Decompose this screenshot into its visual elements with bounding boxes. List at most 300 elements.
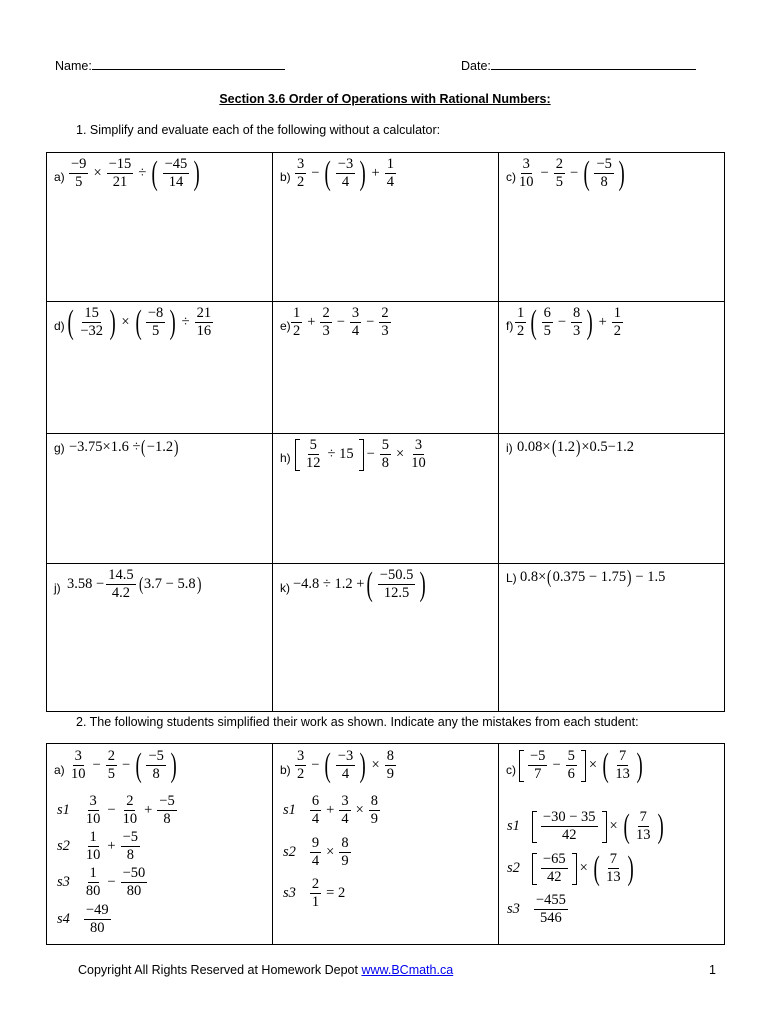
- denominator: 4: [341, 766, 350, 782]
- denominator: 13: [606, 869, 621, 885]
- q1-expr-e: [289, 306, 393, 339]
- q1-cell-l[interactable]: [499, 564, 725, 712]
- q2-c-step-2: [507, 849, 636, 887]
- parenthesis: (: [135, 303, 142, 341]
- expression-row: [519, 746, 645, 784]
- denominator: 7: [534, 766, 542, 782]
- operator: ×: [396, 446, 405, 463]
- fraction: [84, 903, 111, 936]
- operator: −: [107, 802, 116, 819]
- numerator: −3: [337, 748, 354, 764]
- fraction: [534, 893, 568, 926]
- expression-text: −3.75×1.6 ÷: [69, 439, 141, 456]
- numerator: 2: [322, 305, 330, 321]
- denominator: 4: [386, 174, 394, 190]
- parenthesis: ): [170, 746, 177, 784]
- denominator: 2: [297, 174, 305, 190]
- parenthesis: ): [618, 154, 625, 192]
- q2-problem-a: [67, 746, 179, 784]
- q2-c-step-3: [507, 893, 570, 926]
- fraction: [336, 749, 355, 782]
- bracket: [519, 750, 524, 782]
- operator: −: [92, 757, 101, 774]
- step-label: s2: [507, 860, 520, 877]
- expression-row: [293, 154, 398, 192]
- bracket: [295, 439, 300, 471]
- denominator: 5: [75, 174, 83, 190]
- numerator: 1: [89, 865, 97, 881]
- operator: +: [307, 314, 316, 331]
- fraction: [304, 438, 323, 471]
- operator: −: [311, 757, 320, 774]
- parenthesis: ): [419, 565, 427, 603]
- numerator: −3: [337, 156, 354, 172]
- q2-problem-c: [519, 746, 645, 785]
- parenthesis: ): [627, 567, 632, 588]
- q1-expr-j: [67, 568, 202, 601]
- q1-label-c: c): [506, 170, 516, 184]
- fraction: [378, 568, 416, 601]
- q1-label-l: L): [506, 571, 517, 585]
- fraction: [69, 157, 88, 190]
- operator: −: [557, 314, 567, 331]
- parenthesis: (: [151, 154, 159, 192]
- q1-cell-c[interactable]: [499, 153, 725, 302]
- expression-row: [507, 849, 636, 887]
- step-label: s2: [57, 838, 70, 855]
- q1-instruction: 1. Simplify and evaluate each of the following without a calculator:: [76, 123, 441, 137]
- denominator: −32: [80, 323, 104, 339]
- numerator: 2: [381, 305, 389, 321]
- denominator: 12: [306, 455, 321, 471]
- expression-row: [57, 794, 179, 827]
- page-title: Section 3.6 Order of Operations with Rational Numbers:: [219, 92, 551, 106]
- fraction: [369, 794, 380, 827]
- fraction: [106, 568, 135, 601]
- numerator: 2: [107, 748, 115, 764]
- fraction: [571, 306, 582, 339]
- numerator: 1: [613, 305, 622, 321]
- q1-cell-h[interactable]: [273, 434, 499, 564]
- denominator: 10: [519, 174, 534, 190]
- q1-expr-b: [293, 154, 398, 192]
- fraction: [517, 157, 536, 190]
- numerator: −5: [596, 156, 612, 172]
- operator: +: [107, 838, 116, 855]
- q1-expr-f: [513, 303, 625, 341]
- operator: −: [366, 446, 375, 463]
- denominator: 10: [85, 847, 101, 863]
- numerator: 3: [341, 793, 349, 809]
- numerator: 3: [297, 748, 305, 764]
- expression-text: 0.08×: [517, 439, 551, 456]
- q1-expr-h: [295, 438, 430, 474]
- operator: −: [121, 757, 131, 774]
- denominator: 80: [85, 883, 101, 899]
- numerator: −8: [147, 305, 164, 321]
- operator: ×: [609, 818, 618, 835]
- parenthesis: ): [169, 303, 177, 341]
- numerator: 3: [89, 793, 97, 809]
- expression-row: [67, 154, 203, 192]
- denominator: 3: [381, 323, 389, 339]
- denominator: 9: [386, 766, 394, 782]
- parenthesis: (: [367, 565, 374, 603]
- numerator: 3: [414, 437, 423, 453]
- numerator: 6: [311, 793, 320, 809]
- operator: +: [371, 165, 380, 182]
- numerator: 5: [567, 748, 575, 764]
- expression-row: [289, 306, 393, 339]
- name-label: Name:: [55, 59, 92, 73]
- fraction: [339, 794, 350, 827]
- parenthesis: (: [138, 574, 143, 595]
- operator: −: [107, 874, 116, 891]
- q1-expr-i: [517, 438, 634, 457]
- q2-b-step-1: [283, 794, 382, 827]
- fraction: [604, 852, 623, 885]
- parenthesis: ): [575, 437, 581, 458]
- denominator: 8: [600, 174, 608, 190]
- numerator: 7: [619, 748, 627, 764]
- footer-copyright: [78, 963, 453, 977]
- fraction: [541, 852, 568, 885]
- operator: ×: [93, 165, 102, 182]
- date-field: [461, 58, 696, 73]
- numerator: 9: [311, 835, 320, 851]
- parenthesis: (: [530, 303, 538, 341]
- denominator: 3: [573, 323, 581, 339]
- numerator: −30 − 35: [542, 809, 596, 825]
- fraction: [84, 866, 103, 899]
- q1-label-b: b): [280, 170, 291, 184]
- q2-b-step-3: [283, 877, 348, 910]
- denominator: 13: [615, 766, 630, 782]
- bracket: [602, 811, 607, 843]
- q1-label-a: a): [54, 170, 65, 184]
- parenthesis: ): [359, 154, 366, 192]
- bracket: [581, 750, 586, 782]
- operator: +: [144, 802, 153, 819]
- numerator: 1: [89, 829, 97, 845]
- numerator: 1: [386, 156, 394, 172]
- expression-row: [293, 565, 429, 603]
- step-label: s3: [283, 885, 296, 902]
- bcmath-link[interactable]: www.BCmath.ca: [361, 963, 454, 977]
- expression-row: [517, 438, 634, 457]
- numerator: 1: [517, 305, 525, 321]
- fraction: [310, 877, 321, 910]
- step-label: s3: [507, 901, 520, 918]
- q1-cell-f[interactable]: [499, 302, 725, 434]
- fraction: [320, 306, 331, 339]
- numerator: −5: [148, 748, 164, 764]
- q1-label-k: k): [280, 581, 290, 595]
- page-number: 1: [709, 963, 716, 977]
- fraction: [612, 306, 623, 339]
- parenthesis: ): [627, 849, 634, 887]
- expression-row: [515, 154, 627, 192]
- denominator: 42: [561, 827, 577, 843]
- denominator: 2: [517, 323, 525, 339]
- expression-row: [520, 568, 668, 587]
- operator: ×: [579, 860, 588, 877]
- numerator: 3: [297, 156, 305, 172]
- fraction: [146, 749, 165, 782]
- q2-a-step-4: [57, 903, 113, 936]
- operator: ×: [371, 757, 380, 774]
- q1-expr-l: [520, 568, 668, 587]
- denominator: 6: [567, 766, 575, 782]
- q1-label-f: f): [506, 319, 514, 333]
- expression-row: [57, 903, 113, 936]
- fraction: [339, 836, 350, 869]
- denominator: 8: [152, 766, 160, 782]
- numerator: 2: [311, 876, 320, 892]
- name-blank[interactable]: [92, 58, 285, 70]
- q2-cell-b[interactable]: [273, 744, 499, 945]
- numerator: −50.5: [379, 567, 414, 583]
- fraction: [295, 749, 306, 782]
- q1-label-h: h): [280, 451, 291, 465]
- denominator: 3: [322, 323, 330, 339]
- parenthesis: (: [593, 849, 600, 887]
- expression-text: 1.2: [556, 439, 576, 456]
- fraction: [541, 810, 598, 843]
- q2-instruction: 2. The following students simplified their work as shown. Indicate any the mistakes from each student:: [76, 715, 639, 729]
- expression-row: [295, 438, 430, 471]
- operator: −: [540, 165, 549, 182]
- parenthesis: ): [359, 746, 366, 784]
- denominator: 2: [293, 323, 301, 339]
- expression-row: [67, 568, 202, 601]
- fraction: [385, 157, 396, 190]
- q1-expr-a: [67, 154, 203, 192]
- denominator: 12.5: [383, 585, 410, 601]
- expression-text: 3.7 − 5.8: [143, 576, 196, 593]
- numerator: 21: [196, 305, 212, 321]
- fraction: [385, 749, 396, 782]
- q1-cell-e[interactable]: [273, 302, 499, 434]
- q2-cell-a[interactable]: [47, 744, 273, 945]
- denominator: 4: [351, 323, 360, 339]
- name-field: [55, 58, 285, 73]
- expression-row: [507, 807, 666, 845]
- expression-row: [293, 746, 398, 784]
- expression-text: −1.2: [146, 439, 174, 456]
- q1-label-j: j): [54, 581, 61, 595]
- numerator: 5: [381, 437, 390, 453]
- q1-expr-d: [65, 303, 215, 341]
- expression-row: [507, 893, 570, 926]
- q2-label-b: b): [280, 763, 291, 777]
- numerator: 3: [522, 156, 530, 172]
- date-label: Date:: [461, 59, 491, 73]
- parenthesis: ): [196, 574, 201, 595]
- denominator: 5: [543, 323, 551, 339]
- fraction: [157, 794, 176, 827]
- fraction: [409, 438, 428, 471]
- fraction: [146, 306, 165, 339]
- parenthesis: (: [324, 746, 332, 784]
- q2-problem-b: [293, 746, 398, 784]
- denominator: 4: [341, 174, 350, 190]
- numerator: 8: [573, 305, 581, 321]
- fraction: [195, 306, 214, 339]
- q1-cell-j[interactable]: [47, 564, 273, 712]
- parenthesis: (: [602, 746, 609, 784]
- operator: ×: [326, 844, 335, 861]
- denominator: 9: [370, 811, 379, 827]
- q1-cell-d[interactable]: [47, 302, 273, 434]
- operator: − 1.5: [635, 569, 666, 586]
- fraction: [291, 306, 302, 339]
- denominator: 4: [341, 811, 349, 827]
- operator: −: [552, 757, 561, 774]
- denominator: 13: [636, 827, 651, 843]
- numerator: 1: [293, 305, 301, 321]
- denominator: 2: [613, 323, 622, 339]
- fraction: [336, 157, 355, 190]
- expression-row: [283, 794, 382, 827]
- expression-row: [283, 877, 348, 910]
- denominator: 5: [151, 323, 160, 339]
- q2-a-step-3: [57, 866, 149, 899]
- q1-label-g: g): [54, 441, 65, 455]
- denominator: 42: [547, 869, 562, 885]
- parenthesis: ): [657, 807, 664, 845]
- fraction: [121, 830, 140, 863]
- numerator: −45: [164, 156, 188, 172]
- fraction: [379, 306, 390, 339]
- operator: = 2: [326, 885, 346, 902]
- operator: ×: [588, 757, 598, 774]
- expression-row: [283, 836, 353, 869]
- operator: −: [366, 314, 375, 331]
- fraction: [594, 157, 613, 190]
- operator: −: [569, 165, 579, 182]
- fraction: [566, 749, 577, 782]
- numerator: 2: [555, 156, 563, 172]
- q1-cell-b[interactable]: [273, 153, 499, 302]
- fraction: [106, 749, 117, 782]
- denominator: 10: [411, 455, 426, 471]
- numerator: −9: [71, 156, 87, 172]
- operator: ×: [121, 314, 130, 331]
- step-label: s1: [283, 802, 296, 819]
- fraction: [78, 306, 105, 339]
- bracket: [572, 853, 577, 885]
- numerator: 5: [309, 437, 317, 453]
- parenthesis: (: [551, 437, 556, 458]
- q2-b-step-2: [283, 836, 353, 869]
- q1-expr-k: [293, 565, 429, 603]
- q1-cell-i[interactable]: [499, 434, 725, 564]
- parenthesis: ): [636, 746, 643, 784]
- numerator: −15: [108, 156, 132, 172]
- numerator: −5: [122, 829, 139, 845]
- numerator: −49: [85, 902, 109, 918]
- fraction: [554, 157, 565, 190]
- fraction: [107, 157, 134, 190]
- expression-text: ×0.5−1.2: [581, 439, 634, 456]
- operator: ÷: [181, 314, 190, 331]
- numerator: 7: [639, 809, 647, 825]
- operator: ÷: [138, 165, 147, 182]
- denominator: 14: [168, 174, 184, 190]
- copyright-text: Copyright All Rights Reserved at Homework Depot: [78, 963, 362, 977]
- bracket: [532, 853, 537, 885]
- parenthesis: ): [193, 154, 201, 192]
- step-label: s4: [57, 911, 70, 928]
- parenthesis: ): [174, 437, 179, 458]
- fraction: [84, 794, 103, 827]
- q2-cell-c[interactable]: [499, 744, 725, 945]
- numerator: 7: [609, 851, 617, 867]
- denominator: 4: [311, 811, 320, 827]
- date-blank[interactable]: [491, 58, 696, 70]
- parenthesis: (: [324, 154, 332, 192]
- expression-text: 0.8×: [520, 569, 547, 586]
- denominator: 8: [126, 847, 134, 863]
- numerator: 14.5: [108, 567, 134, 583]
- denominator: 80: [126, 883, 142, 899]
- q1-cell-a[interactable]: [47, 153, 273, 302]
- fraction: [380, 438, 391, 471]
- operator: −: [311, 165, 320, 182]
- denominator: 5: [555, 174, 563, 190]
- step-label: s2: [283, 844, 296, 861]
- numerator: 3: [351, 305, 360, 321]
- expression-row: [57, 830, 142, 863]
- denominator: 8: [163, 811, 171, 827]
- parenthesis: (: [67, 303, 74, 341]
- fraction: [121, 866, 148, 899]
- expression-row: [67, 746, 179, 784]
- operator: +: [598, 314, 607, 331]
- q1-cell-g[interactable]: [47, 434, 273, 564]
- q1-label-d: d): [54, 319, 65, 333]
- fraction: [121, 794, 140, 827]
- numerator: 15: [84, 305, 99, 321]
- denominator: 10: [85, 811, 101, 827]
- numerator: 8: [370, 793, 379, 809]
- q2-label-a: a): [54, 763, 65, 777]
- operator: −: [336, 314, 345, 331]
- fraction: [84, 830, 103, 863]
- q1-expr-c: [515, 154, 627, 192]
- denominator: 4.2: [111, 585, 130, 601]
- q1-label-e: e): [280, 319, 291, 333]
- q1-cell-k[interactable]: [273, 564, 499, 712]
- q1-label-i: i): [506, 441, 513, 455]
- q2-a-step-1: [57, 794, 179, 827]
- numerator: 6: [543, 305, 551, 321]
- fraction: [310, 794, 321, 827]
- numerator: 8: [341, 835, 349, 851]
- fraction: [634, 810, 653, 843]
- fraction: [528, 749, 547, 782]
- numerator: 2: [126, 793, 134, 809]
- fraction: [350, 306, 361, 339]
- expression-row: [65, 303, 215, 341]
- parenthesis: (: [547, 567, 552, 588]
- operator: ÷ 15: [327, 446, 354, 463]
- numerator: 3: [74, 748, 82, 764]
- denominator: 16: [196, 323, 212, 339]
- numerator: 8: [386, 748, 394, 764]
- denominator: 1: [311, 894, 320, 910]
